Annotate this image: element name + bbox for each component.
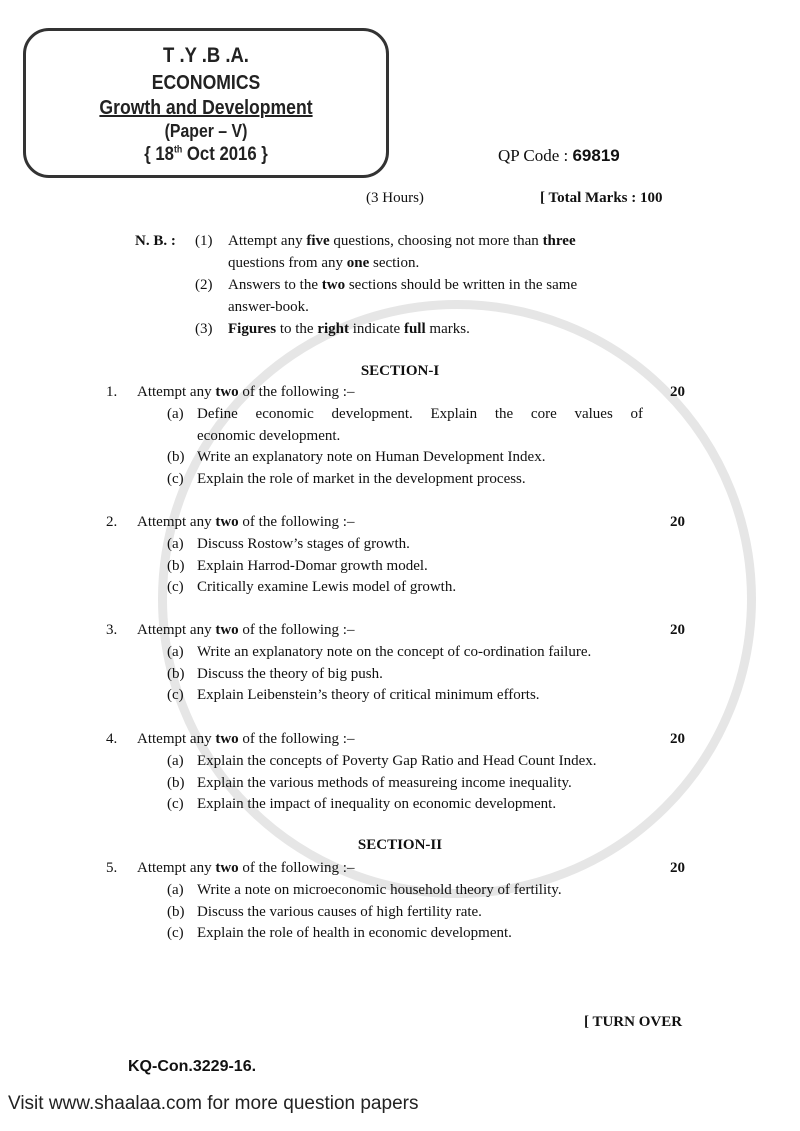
stem-text: Attempt any [137,731,216,747]
sub-question-text: Write a note on microeconomic household theory of fertility. [197,882,562,898]
stem-bold: two [215,514,239,530]
nb-item-line [228,321,470,338]
course-name: T .Y .B .A. [163,44,249,67]
sub-question-text: Explain Harrod-Domar growth model. [197,557,428,574]
nb-text-segment: indicate [348,321,404,337]
qp-code-label: QP Code : [498,146,569,165]
nb-text-segment: Attempt any [228,233,307,249]
sub-question-label: (c) [167,796,184,812]
question-stem [137,384,354,401]
sub-question-text: Explain Leibenstein’s theory of critical minimum efforts. [197,687,540,703]
sub-question-label: (c) [167,470,184,487]
question-marks: 20 [670,514,685,530]
total-marks: [ Total Marks : 100 [540,190,663,206]
stem-bold: two [215,731,239,747]
question-marks: 20 [670,731,685,747]
sub-question-text: Critically examine Lewis model of growth. [197,579,457,595]
sub-question-label: (b) [167,903,185,920]
nb-text-segment: marks. [425,321,470,337]
exam-date [45,145,367,166]
question-stem [137,514,354,531]
question-stem [137,860,354,877]
sub-question-text: Explain the role of market in the development process. [197,470,526,487]
sub-question-text: Define economic development. Explain the core values of [197,406,643,422]
sub-question-text: Write an explanatory note on the concept of co-ordination failure. [197,644,592,660]
sub-question-text: Explain the role of health in economic development. [197,925,512,941]
section-title: SECTION-I [360,363,440,379]
sub-question-label: (a) [167,536,184,552]
stem-bold: two [215,860,239,876]
nb-label: N. B. : [135,233,176,249]
nb-item-line [228,233,576,250]
sub-question-text: Explain the various methods of measureing income inequality. [197,774,572,791]
sub-question-text: economic development. [197,427,341,444]
nb-text-segment: section. [369,255,420,271]
stem-bold: two [215,622,239,638]
nb-text-segment: full [403,321,426,337]
nb-text-segment: five [306,233,330,249]
sub-question-label: (c) [167,687,184,703]
qp-code [498,146,620,166]
nb-text-segment: answer-book. [228,299,309,315]
sub-question-label: (c) [167,579,184,595]
question-marks: 20 [670,384,685,400]
question-stem [137,731,354,748]
sub-question-text: Discuss Rostow’s stages of growth. [197,536,410,552]
stem-bold: two [215,384,239,400]
sub-question-label: (b) [167,557,185,574]
stem-text: of the following :– [238,514,355,530]
footer-link-text[interactable]: Visit www.shaalaa.com for more question papers [8,1093,419,1114]
date-rest: Oct 2016 } [182,144,268,165]
sub-question-label: (a) [167,753,184,769]
stem-text: Attempt any [137,860,216,876]
paper-title: Growth and Development [99,97,313,119]
stem-text: of the following :– [238,860,355,876]
stem-text: of the following :– [238,622,355,638]
stem-text: Attempt any [137,622,216,638]
nb-text-segment: to the [276,321,318,337]
nb-item-line [228,255,419,272]
paper-number: (Paper – V) [164,121,248,141]
nb-text-segment: right [317,321,349,337]
nb-text-segment: two [321,277,346,293]
date-suffix: th [173,144,183,156]
nb-item-line [228,277,577,294]
question-number: 2. [106,514,118,530]
sub-question-text: Discuss the theory of big push. [197,665,383,682]
nb-text-segment: Answers to the [228,277,322,293]
question-number: 5. [106,860,118,876]
qp-code-value: 69819 [572,146,620,165]
sub-question-label: (a) [167,882,184,898]
sub-question-label: (b) [167,774,185,791]
nb-item-line [228,299,309,316]
sub-question-label: (a) [167,406,184,422]
duration: (3 Hours) [366,190,424,206]
nb-text-segment: questions from any [228,255,347,271]
stem-text: of the following :– [238,731,355,747]
nb-item-number: (2) [195,277,213,293]
nb-text-segment: one [346,255,370,271]
nb-item-number: (3) [195,321,213,337]
sub-question-text: Discuss the various causes of high fertility rate. [197,903,482,920]
question-number: 1. [106,384,118,400]
question-marks: 20 [670,622,685,638]
nb-text-segment: Figures [228,321,277,337]
sub-question-text: Explain the impact of inequality on economic development. [197,796,557,812]
reference-code: KQ-Con.3229-16. [128,1058,257,1075]
subject: ECONOMICS [151,72,261,94]
question-number: 4. [106,731,118,747]
question-stem [137,622,354,639]
turn-over: [ TURN OVER [584,1014,683,1030]
sub-question-text: Write an explanatory note on Human Development Index. [197,449,546,465]
stem-text: of the following :– [238,384,355,400]
nb-text-segment: questions, choosing not more than [329,233,543,249]
nb-item-number: (1) [195,233,213,249]
sub-question-text: Explain the concepts of Poverty Gap Ratio and Head Count Index. [197,753,597,769]
sub-question-label: (a) [167,644,184,660]
nb-text-segment: three [542,233,576,249]
question-marks: 20 [670,860,685,876]
date-day: { 18 [144,144,174,165]
section-title: SECTION-II [357,837,443,853]
sub-question-label: (b) [167,449,185,465]
question-number: 3. [106,622,118,638]
stem-text: Attempt any [137,514,216,530]
sub-question-label: (b) [167,665,185,682]
stem-text: Attempt any [137,384,216,400]
nb-text-segment: sections should be written in the same [345,277,578,293]
sub-question-label: (c) [167,925,184,941]
